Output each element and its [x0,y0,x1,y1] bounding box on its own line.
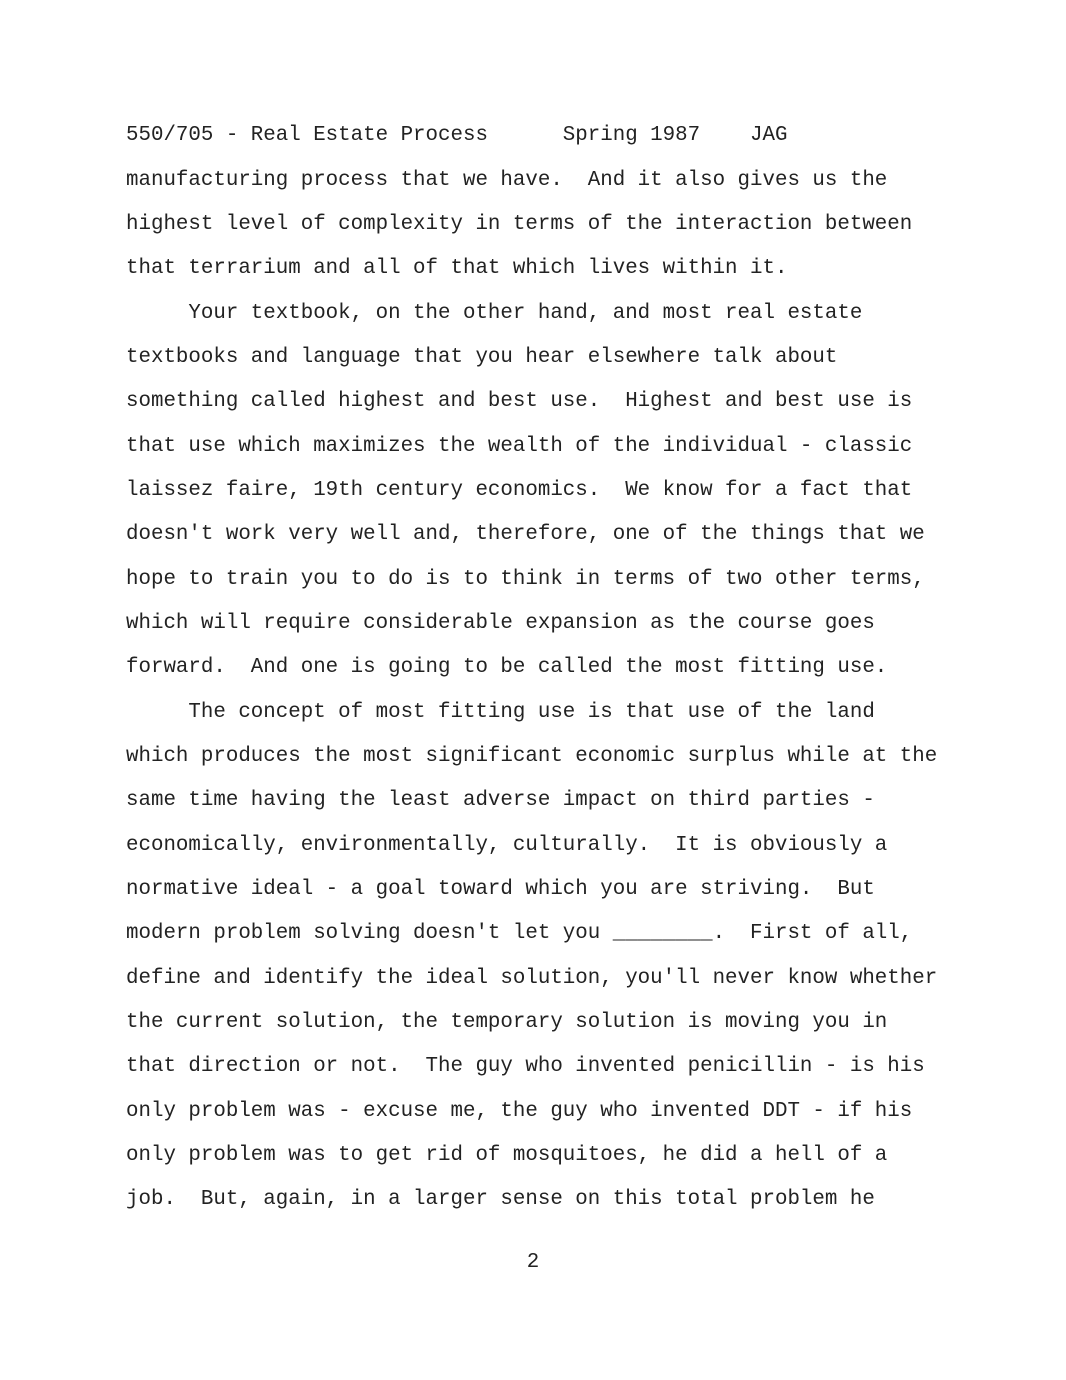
text-line: The concept of most fitting use is that use of the land [126,701,875,724]
text-line: highest level of complexity in terms of the interaction between [126,213,913,236]
text-line: Your textbook, on the other hand, and most real estate [126,302,863,325]
text-line: the current solution, the temporary solution is moving you in [126,1011,888,1034]
text-line: modern problem solving doesn't let you ________. First of all, [126,922,913,945]
page-number: 2 [526,1251,540,1274]
page-header: 550/705 - Real Estate Process Spring 1987 JAG [126,124,788,147]
text-line: textbooks and language that you hear elsewhere talk about [126,346,838,369]
text-line: define and identify the ideal solution, you'll never know whether [126,967,938,990]
text-line: which will require considerable expansion as the course goes [126,612,875,635]
text-line: manufacturing process that we have. And it also gives us the [126,169,888,192]
text-line: job. But, again, in a larger sense on this total problem he [126,1188,875,1211]
text-line: laissez faire, 19th century economics. We know for a fact that [126,479,913,502]
text-line: doesn't work very well and, therefore, one of the things that we [126,523,925,546]
text-line: hope to train you to do is to think in terms of two other terms, [126,568,925,591]
text-line: something called highest and best use. Highest and best use is [126,390,913,413]
text-line: only problem was - excuse me, the guy who invented DDT - if his [126,1100,913,1123]
text-line: same time having the least adverse impact on third parties - [126,789,875,812]
text-line: normative ideal - a goal toward which you are striving. But [126,878,875,901]
text-line: only problem was to get rid of mosquitoes, he did a hell of a [126,1144,888,1167]
text-line: that use which maximizes the wealth of the individual - classic [126,435,913,458]
text-line: which produces the most significant economic surplus while at the [126,745,938,768]
text-line: forward. And one is going to be called the most fitting use. [126,656,888,679]
text-line: that direction or not. The guy who invented penicillin - is his [126,1055,925,1078]
text-line: that terrarium and all of that which lives within it. [126,257,788,280]
text-line: economically, environmentally, culturally. It is obviously a [126,834,888,857]
